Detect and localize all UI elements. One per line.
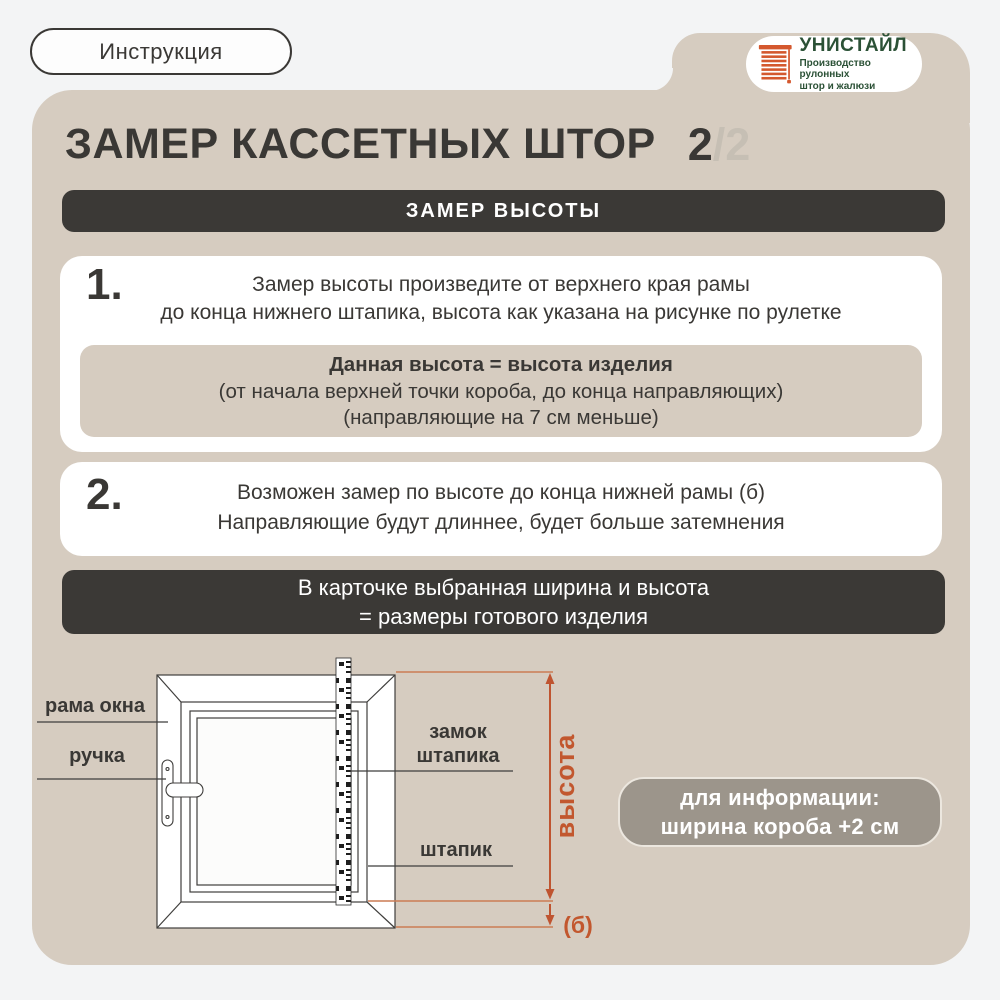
instruction-badge-label: Инструкция <box>99 38 223 64</box>
info-note-line2: ширина короба +2 см <box>660 814 900 839</box>
section-bar-height-label: ЗАМЕР ВЫСОТЫ <box>405 199 602 222</box>
brand-tagline-line1: Производство рулонных <box>799 57 871 81</box>
step-2-text <box>60 462 942 538</box>
summary-banner <box>62 570 945 634</box>
page-title: ЗАМЕР КАССЕТНЫХ ШТОР <box>65 120 656 168</box>
measuring-tape <box>336 658 351 905</box>
note-line2: (от начала верхней точки короба, до конца направляющих) <box>218 379 784 403</box>
window-outer-frame <box>157 675 395 928</box>
step-1-number: 1. <box>86 260 123 309</box>
brand-tagline-line2: штор и жалюзи <box>799 80 876 92</box>
frame-label: рама окна <box>45 695 145 717</box>
step-2-text-line1: Возможен замер по высоте до конца нижней рамы (б) <box>236 481 765 504</box>
step-1-text-line1: Замер высоты произведите от верхнего края рамы <box>252 273 750 296</box>
height-dimension-label: высота <box>550 733 580 839</box>
summary-banner-line1: В карточке выбранная ширина и высота <box>297 575 710 600</box>
b-dimension-label: (б) <box>563 912 593 938</box>
dimension-extension-lines <box>368 672 553 927</box>
note-line3: (направляющие на 7 см меньше) <box>343 406 659 429</box>
step-1-note-box <box>80 345 922 437</box>
section-bar-height <box>62 190 945 232</box>
step-1-text <box>60 256 942 327</box>
info-note-box <box>618 777 942 847</box>
step-2-card <box>60 462 942 556</box>
handle-label: ручка <box>69 745 125 767</box>
bead-lock-label-line1: замок <box>429 721 487 743</box>
step-1-card <box>60 256 942 452</box>
brand-name: УНИСТАЙЛ <box>799 34 908 56</box>
card-tab-fillet <box>650 68 673 91</box>
blinds-icon <box>758 41 792 87</box>
bead-lock-label-line2: штапика <box>416 745 500 767</box>
info-note-line1: для информации: <box>680 785 880 810</box>
step-2-number: 2. <box>86 470 123 519</box>
page-header <box>65 121 750 168</box>
page-indicator <box>688 121 751 168</box>
window-glass <box>197 718 351 885</box>
bead-label: штапик <box>420 839 492 861</box>
note-line1: Данная высота = высота изделия <box>329 353 673 376</box>
logo-card <box>746 36 922 92</box>
step-1-text-line2: до конца нижнего штапика, высота как указана на рисунке по рулетке <box>160 301 842 324</box>
window-diagram <box>0 650 620 965</box>
page-indicator-total: /2 <box>712 119 751 170</box>
page-indicator-current: 2 <box>687 119 713 170</box>
logo-text <box>799 36 912 93</box>
instruction-badge <box>30 28 292 75</box>
summary-banner-line2: = размеры готового изделия <box>359 604 648 629</box>
step-2-text-line2: Направляющие будут длиннее, будет больше затемнения <box>217 511 785 534</box>
